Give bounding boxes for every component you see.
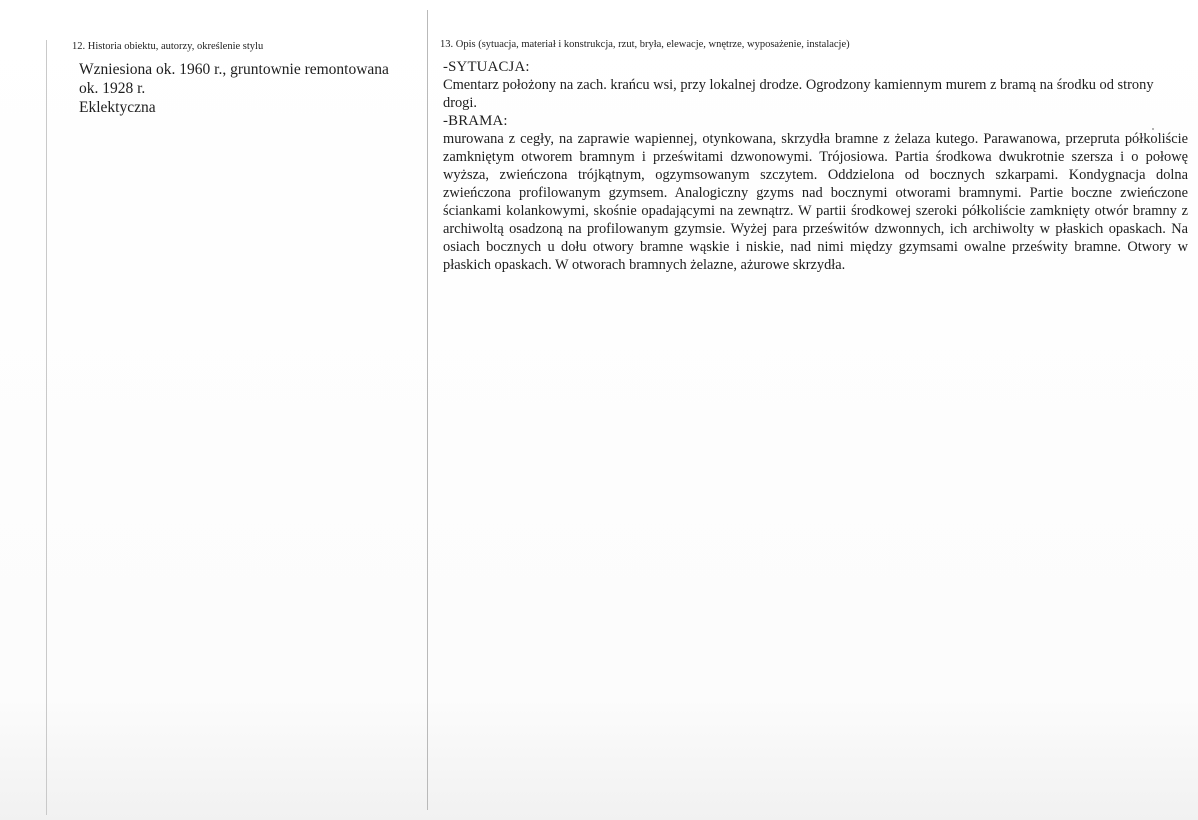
description-section (440, 38, 1188, 274)
style-line: Eklektyczna (79, 99, 156, 116)
left-margin-rule (46, 40, 47, 815)
situation-text: Cmentarz położony na zach. krańcu wsi, przy lokalnej drodze. Ogrodzony kamiennym murem z bramą na środku od strony drogi. (443, 77, 1154, 111)
history-heading: 12. Historia obiektu, autorzy, określenie stylu (72, 41, 264, 52)
description-heading: 13. Opis (sytuacja, materiał i konstrukcja, rzut, bryła, elewacje, wnętrze, wyposażenie, instalacje) (440, 39, 850, 50)
description-body (440, 58, 1188, 274)
history-section (72, 40, 417, 117)
history-body (72, 60, 417, 117)
gate-text: murowana z cegły, na zaprawie wapiennej, otynkowana, skrzydła bramne z żelaza kutego. Parawanowa, przepruta półkoliście zamkniętym otworem bramnym i prześwitami dzwonowymi. Trójosiowa. Partia środkowa dwukrotnie szersza i o połowę wyższa, zwieńczona trójkątnym, ogzymsowanym szczytem. Oddzielona od bocznych szkarpami. Kondygnacja dolna zwieńczona profilowanym gzymsem. Analogiczny gzyms nad bocznymi otworami bramnymi. Partie boczne zwieńczone ściankami kolankowymi, skośnie opadającymi na zewnątrz. W partii środkowej szeroki półkoliście zamknięty otwór bramny z archiwoltą osadzoną na profilowanym gzymsie. Wyżej para prześwitów dzwonnych, ich archiwolty w płaskich opaskach. Na osiach bocznych u dołu otwory bramne wąskie i niskie, nad nimi między gzymsami owalne prześwity bramne. Otwory w płaskich opaskach. W otworach bramnych żelazne, ażurowe skrzydła. (443, 131, 1188, 273)
history-line: Wzniesiona ok. 1960 r., gruntownie remontowana (79, 61, 389, 78)
situation-label: -SYTUACJA: (443, 59, 530, 75)
history-line: ok. 1928 r. (79, 80, 146, 97)
column-divider (427, 10, 428, 810)
gate-label: -BRAMA: (443, 113, 508, 129)
